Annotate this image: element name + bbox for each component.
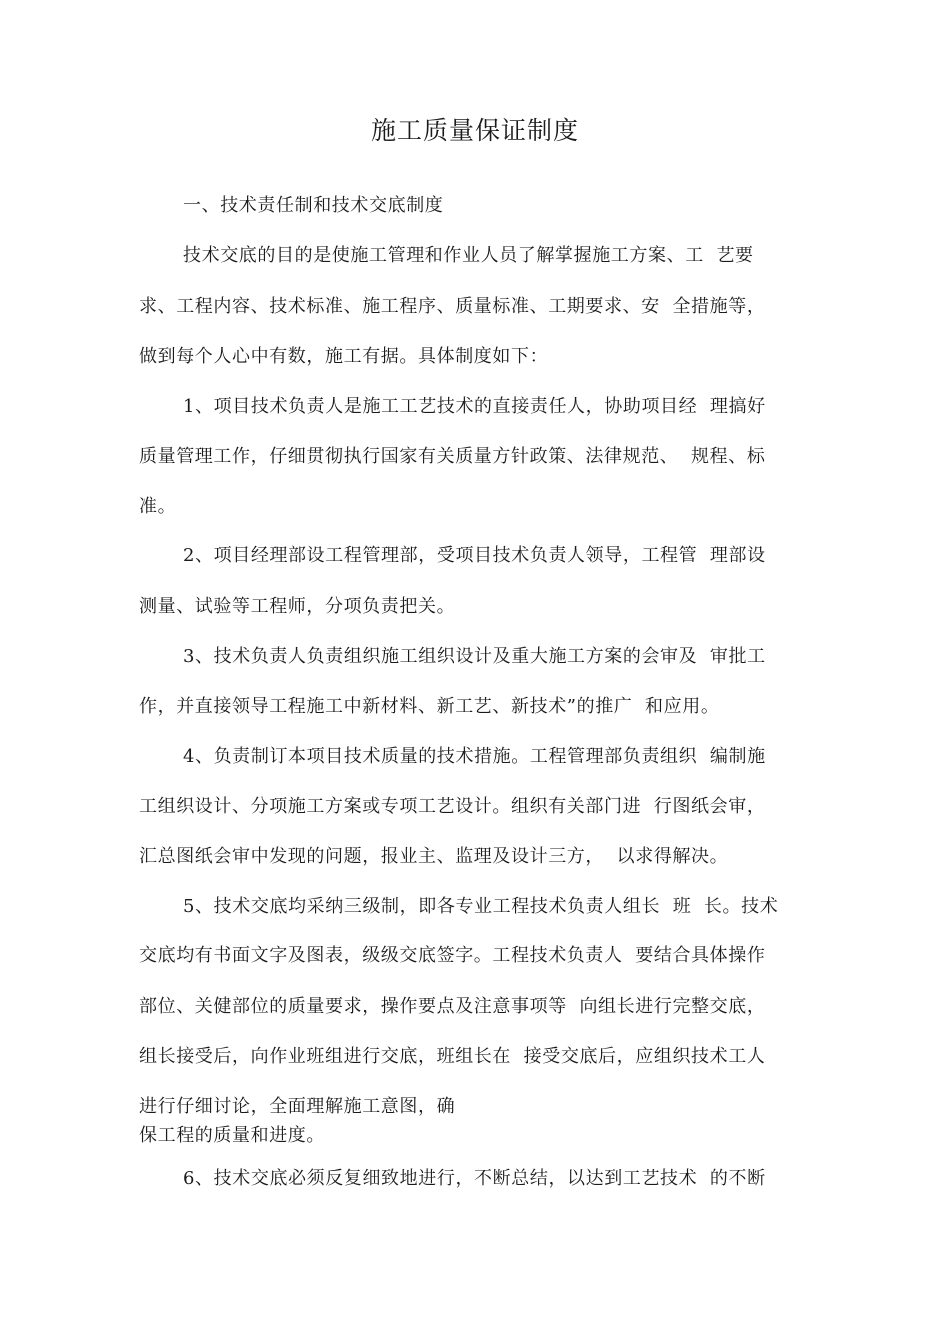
document-title: 施工质量保证制度 xyxy=(370,116,579,145)
document-page: 施工质量保证制度 一、技术责任制和技术交底制度 技术交底的目的是使施工管理和作业人员了解掌握施工方案、工 艺要 求、工程内容、技术标准、施工程序、质量标准、工期要求、安 全措施等， 做到每个人心中有数，施工有据。具体制度如下： 1、项目技术负责人是施工工艺技术的直接责任人，协助项目经 理搞好 质量管理工作，仔细贯彻执行国家有关质量方针政策、法律规范、 规程、标 准。 2、项目经理部设工程管理部，受项目技术负责人领导，工程管 理部设 测量、试验等工程师，分项负责把关。 3、技术负责人负责组织施工组织设计及重大施工方案的会审及 审批工 作，并直接领导工程施工中新材料、新工艺、新技术”的推广 和应用。 4、负责制订本项目技术质量的技术措施。工程管理部负责组织 编制施 工组织设计、分项施工方案或专项工艺设计。组织有关部门进 行图纸会审， 汇总图纸会审中发现的问题，报业主、监理及设计三方， 以求得解决。 5、技术交底均采纳三级制，即各专业工程技术负责人组长 班 长。技术 交底均有书面文字及图表，级级交底签字。工程技术负责人 要结合具体操作 部位、关健部位的质量要求，操作要点及注意事项等 向组长进行完整交底， 组长接受后，向作业班组进行交底，班组长在 接受交底后，应组织技术工人 进行仔细讨论，全面理解施工意图，确 保工程的质量和进度。 6、技术交底必须反复细致地进行，不断总结，以达到工艺技术 的不断 xyxy=(0,0,950,1344)
